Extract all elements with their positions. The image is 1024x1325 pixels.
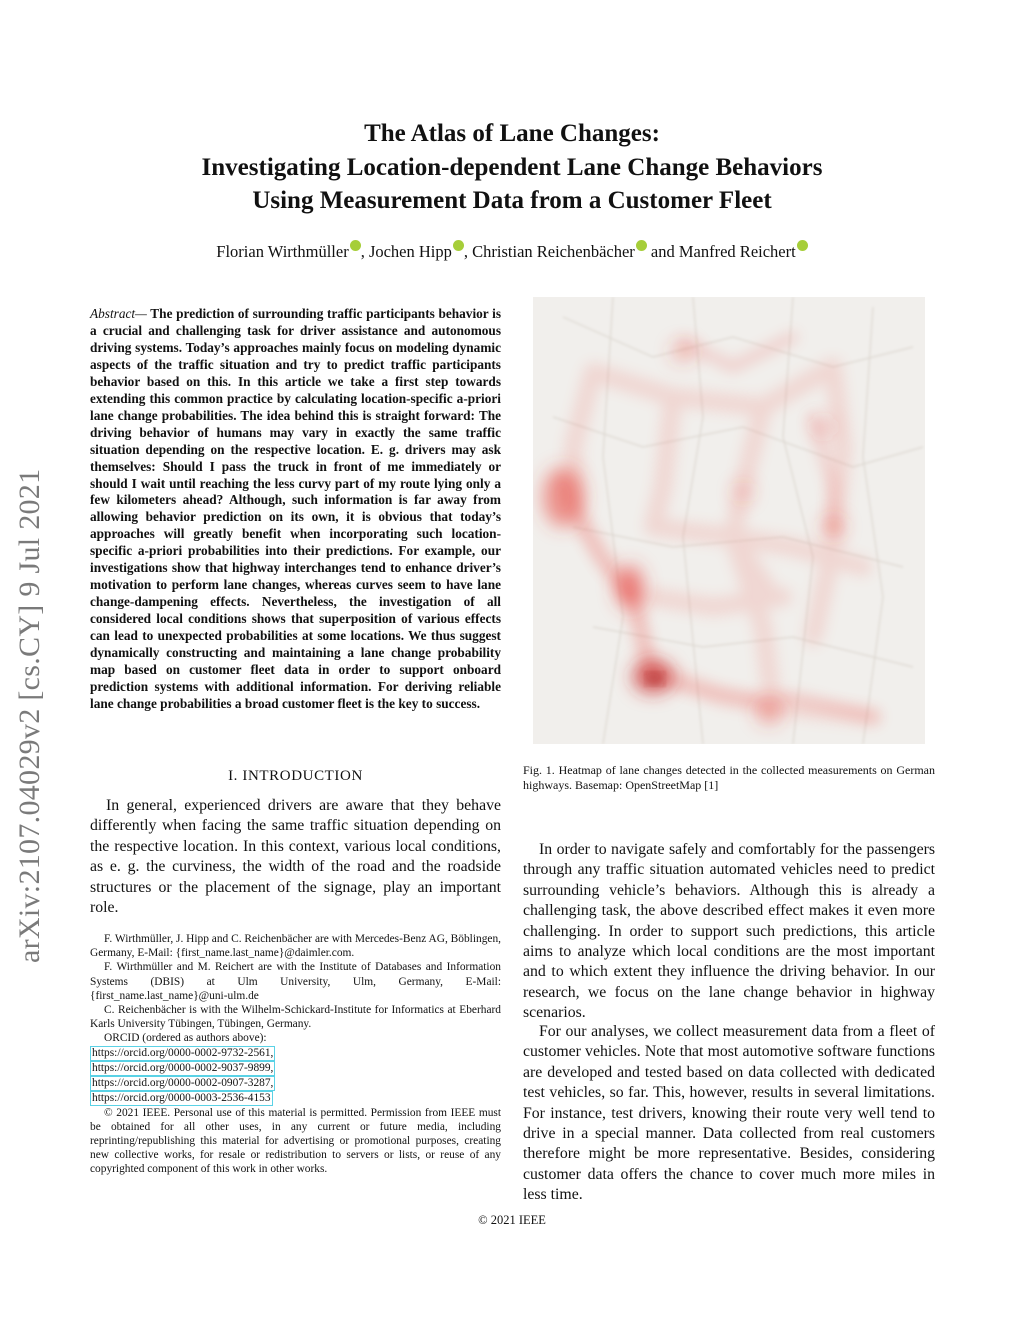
heat-core [647, 673, 663, 685]
footnote-affiliation-3: C. Reichenbächer is with the Wilhelm-Schickard-Institute for Informatics at Eberhard Karls University Tübingen, Tübingen, Germany. [90, 1004, 501, 1031]
orcid-label: ORCID (ordered as authors above): [104, 1032, 267, 1045]
abstract [90, 306, 501, 713]
footnote-affiliation-1: F. Wirthmüller, J. Hipp and C. Reichenbächer are with Mercedes-Benz AG, Böblingen, Germany, E-Mail: {first_name.last_name}@daimler.com. [90, 933, 501, 960]
heatmap-svg [533, 297, 925, 744]
heatmap-figure [533, 297, 925, 744]
title-line-3: Using Measurement Data from a Customer Fleet [252, 187, 772, 214]
title-line-2: Investigating Location-dependent Lane Change Behaviors [201, 154, 823, 181]
copyright-notice: © 2021 IEEE. Personal use of this material is permitted. Permission from IEEE must be obtained for all other uses, in any current or future media, including reprinting/republishing this material for advertising or promotional purposes, creating new collective works, for resale or redistribution to servers or lists, or reuse of any copyrighted component of this work in other works. [90, 1106, 501, 1176]
orcid-link[interactable]: https://orcid.org/0000-0002-9037-9899, [92, 1061, 274, 1074]
page-footer: © 2021 IEEE [478, 1213, 546, 1227]
orcid-icon[interactable] [797, 240, 808, 251]
orcid-link[interactable]: https://orcid.org/0000-0003-2536-4153 [92, 1091, 271, 1104]
orcid-link[interactable]: https://orcid.org/0000-0002-9732-2561, [92, 1046, 274, 1059]
author-name: Christian Reichenbächer [472, 242, 635, 261]
abstract-label: Abstract— [90, 306, 147, 321]
author-list: Florian Wirthmüller , Jochen Hipp , Christian Reichenbächer and Manfred Reichert [0, 240, 1024, 262]
intro-paragraph-1: In general, experienced drivers are aware that they behave differently when facing the same traffic situation depending on the respective location. In this context, various local conditions, as e. g. the curviness, the width of the road and the roadside structures or the placement of the signage, play an important role. [90, 797, 501, 917]
orcid-icon[interactable] [350, 240, 361, 251]
section-heading: I. INTRODUCTION [228, 768, 363, 784]
author-name: Manfred Reichert [678, 242, 796, 261]
author-name: Jochen Hipp [368, 242, 452, 261]
orcid-icon[interactable] [636, 240, 647, 251]
arxiv-identifier: arXiv:2107.04029v2 [cs.CY] 9 Jul 2021 [13, 468, 46, 963]
author-name: Florian Wirthmüller [216, 242, 349, 261]
orcid-link[interactable]: https://orcid.org/0000-0002-0907-3287, [92, 1076, 274, 1089]
right-paragraph-1: In order to navigate safely and comfortably for the passengers through any traffic situation automated vehicles need to predict surrounding vehicle’s behaviors. Although this is already a challenging task, the above described effect makes it even more challenging. In order to support such predictions, this article aims to analyze which local conditions are the most important and to which extent they influence the driving behavior. In our research, we focus on the lane change behavior in highway scenarios. [523, 841, 935, 1022]
abstract-text: The prediction of surrounding traffic participants behavior is a crucial and challenging task for driver assistance and autonomous driving systems. Today’s approaches mainly focus on modeling dynamic aspects of the traffic situation and try to predict traffic participants behavior based on this. In this article we take a first step towards extending this common practice by calculating location-specific a-priori lane change probabilities. The idea behind this is straight forward: The driving behavior of humans may vary in exactly the same traffic situation depending on the respective location. E. g. drivers may ask themselves: Should I pass the truck in front of me immediately or should I wait until reaching the less curvy part of my route lying only a few kilometers ahead? Although, such information is far away from allowing behavior prediction on its own, it is obvious that today’s approaches will greatly benefit when incorporating such location-specific a-priori probabilities into their predictions. For example, our investigations show that highway interchanges tend to enhance driver’s motivation to perform lane changes, whereas curves seem to have lane change-dampening effects. Nevertheless, the investigation of all considered local conditions shows that superposition of various effects can lead to unexpected probabilities at some locations. We thus suggest dynamically constructing and maintaining a lane change probability map based on customer fleet data in order to support onboard prediction systems with additional information. For deriving reliable lane change probabilities a broad customer fleet is the key to success. [90, 306, 501, 711]
title-line-1: The Atlas of Lane Changes: [364, 120, 660, 147]
footnote-affiliation-2: F. Wirthmüller and M. Reichert are with the Institute of Databases and Information Systems (DBIS) at Ulm University, Ulm, Germany, E-Mail: {first_name.last_name}@uni-ulm.de [90, 961, 501, 1002]
figure-caption: Fig. 1. Heatmap of lane changes detected in the collected measurements on German highways. Basemap: OpenStreetMap [1] [523, 763, 935, 792]
orcid-icon[interactable] [453, 240, 464, 251]
right-paragraph-2: For our analyses, we collect measurement data from a fleet of customer vehicles. Note that most automotive software functions are developed and tested based on data collected with dedicated test vehicles, so far. This, however, results in several limitations. For instance, test drivers, knowing their route very well tend to drive in a special manner. Data collected from real customers therefore might be more representative. Besides, considering customer data offers the chance to cover much more miles in less time. [523, 1023, 935, 1204]
footnotes [90, 932, 501, 1177]
